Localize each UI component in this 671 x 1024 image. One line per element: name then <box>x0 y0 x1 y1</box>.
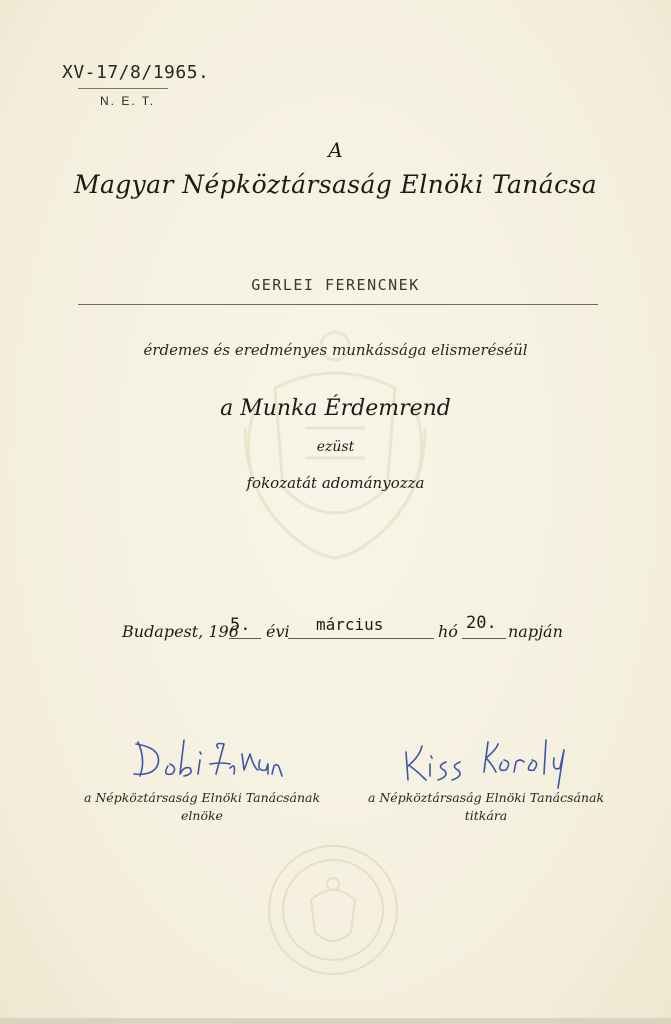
embossed-seal <box>263 840 403 980</box>
recipient-name: GERLEI FERENCNEK <box>251 276 420 294</box>
month-underline <box>288 638 434 639</box>
year-underline <box>229 638 261 639</box>
reference-number: XV-17/8/1965. <box>62 62 210 83</box>
date-napjan-label: napján <box>508 622 563 641</box>
recipient-underline <box>78 304 598 305</box>
date-year-digit: 5. <box>230 615 251 635</box>
signatory-left-title: a Népköztársaság Elnöki Tanácsának <box>83 790 321 805</box>
order-grade: ezüst <box>316 439 355 455</box>
date-month: március <box>316 615 384 634</box>
date-ho-label: hó <box>438 622 458 641</box>
signature-left <box>118 730 288 790</box>
signatory-left-role: elnöke <box>181 808 223 823</box>
paper-bottom-edge <box>0 1018 671 1024</box>
signatory-right-title: a Népköztársaság Elnöki Tanácsának <box>367 790 605 805</box>
signatory-right-role: titkára <box>464 808 508 823</box>
issuer-title: Magyar Népköztársaság Elnöki Tanácsa <box>73 170 598 199</box>
date-day: 20. <box>466 613 497 633</box>
date-city-prefix: Budapest, 196 <box>122 622 239 641</box>
reference-underline <box>78 88 168 89</box>
date-evi-label: évi <box>266 622 290 641</box>
grant-statement: fokozatát adományozza <box>246 474 425 492</box>
issuer-abbreviation: N. E. T. <box>100 94 156 108</box>
signature-right <box>398 732 578 792</box>
merit-statement: érdemes és eredményes munkássága elismeréséül <box>143 341 528 359</box>
issuer-article: A <box>328 138 343 162</box>
order-name: a Munka Érdemrend <box>220 396 451 421</box>
day-underline <box>462 638 506 639</box>
